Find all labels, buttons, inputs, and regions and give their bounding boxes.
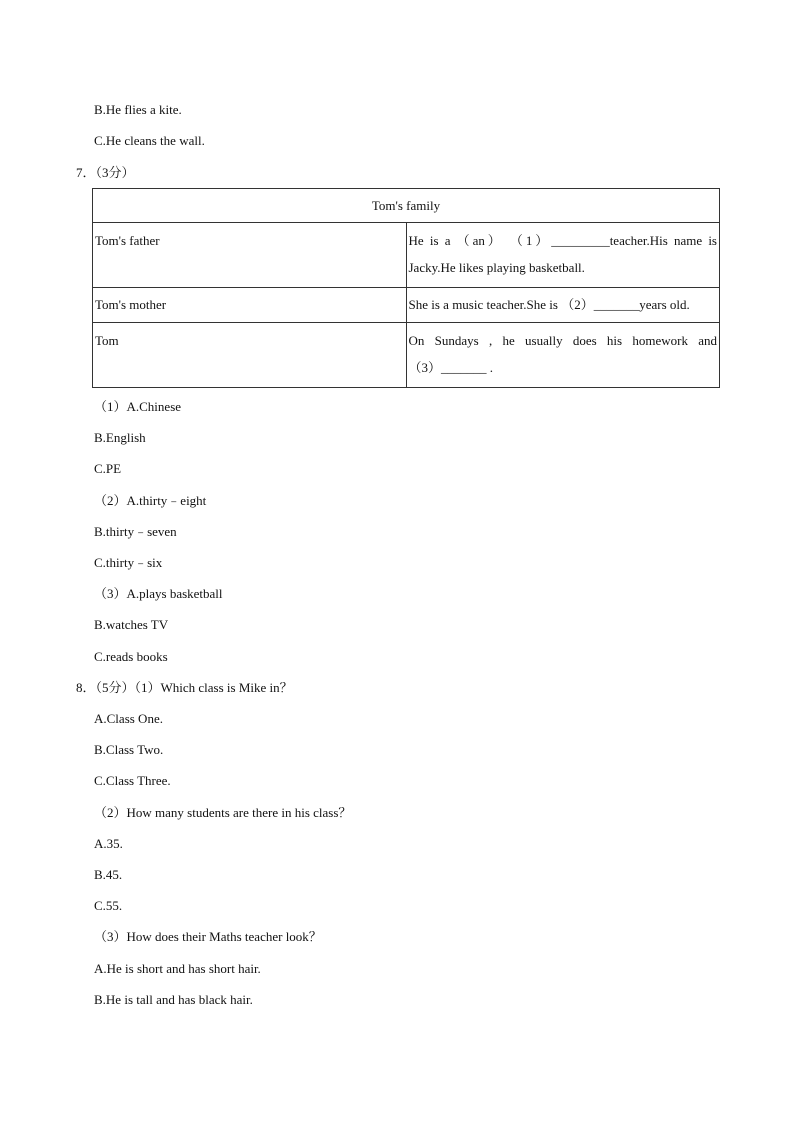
q8-line: A.35. — [94, 836, 123, 851]
table-title-row — [93, 189, 720, 223]
q7-option: （1）A.Chinese — [94, 399, 182, 414]
q7-option: C.PE — [94, 461, 122, 476]
q7-option: C.reads books — [94, 649, 168, 664]
row-desc-mother: She is a music teacher.She is （2）_______years old. — [406, 288, 720, 323]
q8-line: B.45. — [94, 867, 123, 882]
q7-option: B.English — [94, 430, 146, 445]
q8-line: B.He is tall and has black hair. — [94, 992, 253, 1007]
q8-line: C.Class Three. — [94, 773, 171, 788]
row-name-father: Tom's father — [93, 223, 407, 288]
q8-line: B.Class Two. — [94, 742, 164, 757]
row-desc-line: （3）_______ . — [408, 360, 494, 375]
row-desc-line: Jacky.He likes playing basketball. — [408, 260, 585, 275]
q6-option-c: C.He cleans the wall. — [94, 133, 205, 148]
q8-line: C.55. — [94, 898, 123, 913]
row-desc-father — [406, 223, 720, 288]
q8-line: A.Class One. — [94, 711, 163, 726]
row-name-tom: Tom — [93, 323, 407, 388]
q8-line: （3）How does their Maths teacher look？ — [94, 929, 322, 944]
table-row — [93, 288, 720, 323]
q8-line: A.He is short and has short hair. — [94, 961, 261, 976]
q7-option: （3）A.plays basketball — [94, 586, 223, 601]
q7-number: 7．（3分） — [76, 165, 135, 180]
q7-option: C.thirty﹣six — [94, 555, 163, 570]
q7-option: B.thirty﹣seven — [94, 524, 177, 539]
row-desc-tom — [406, 323, 720, 388]
q7-option: （2）A.thirty﹣eight — [94, 493, 207, 508]
q8-header: 8．（5分）（1）Which class is Mike in？ — [76, 680, 293, 695]
row-desc-line: He is a （an） （1）_________teacher.His name is — [408, 233, 717, 248]
row-name-mother: Tom's mother — [93, 288, 407, 323]
table-title: Tom's family — [93, 189, 720, 223]
row-desc-line: On Sundays , he usually does his homework and — [408, 333, 717, 348]
q7-option: B.watches TV — [94, 617, 169, 632]
q6-option-b: B.He flies a kite. — [94, 102, 182, 117]
toms-family-table — [92, 188, 720, 388]
q8-line: （2）How many students are there in his class？ — [94, 805, 352, 820]
table-row — [93, 323, 720, 388]
table-row — [93, 223, 720, 288]
